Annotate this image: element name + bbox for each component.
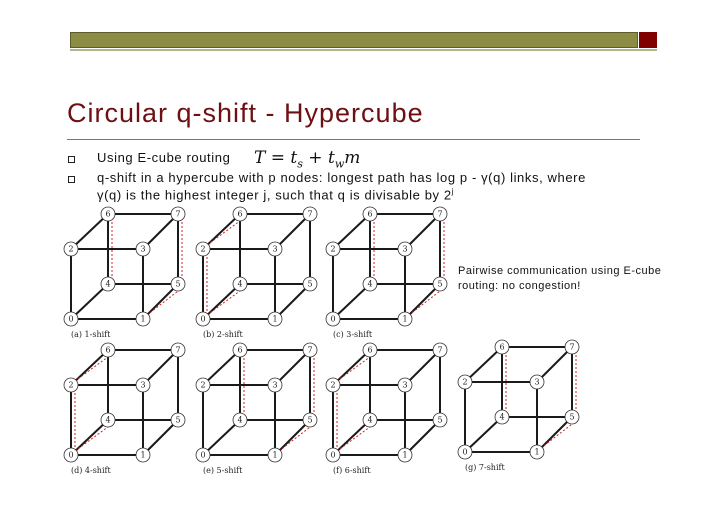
node-label: 1	[140, 314, 146, 324]
node-label: 2	[330, 244, 336, 254]
node-label: 7	[307, 209, 313, 219]
cube-edge	[465, 417, 502, 452]
node-label: 2	[68, 380, 74, 390]
cube-edge	[333, 214, 370, 249]
cube-edge	[537, 347, 572, 382]
node-label: 2	[68, 244, 74, 254]
node-label: 0	[462, 447, 468, 457]
cube-edge	[203, 420, 240, 455]
node-label: 3	[272, 380, 278, 390]
node-label: 6	[499, 342, 505, 352]
node-label: 3	[402, 244, 408, 254]
cube-edge	[405, 214, 440, 249]
node-label: 1	[402, 450, 408, 460]
node-label: 3	[140, 244, 146, 254]
node-label: 6	[237, 345, 243, 355]
bullet-e-cube: Using E-cube routing	[97, 150, 231, 165]
node-label: 1	[402, 314, 408, 324]
cube-panel-3	[326, 207, 447, 339]
node-label: 1	[272, 314, 278, 324]
cube-edge	[71, 214, 108, 249]
node-label: 0	[68, 314, 74, 324]
side-note: Pairwise communication using E-cube routing: no congestion!	[458, 265, 662, 292]
node-label: 5	[569, 412, 575, 422]
node-label: 5	[437, 279, 443, 289]
cube-panel-4	[64, 343, 185, 475]
node-label: 3	[272, 244, 278, 254]
panel-caption: (b) 2-shift	[203, 330, 243, 339]
cube-edge	[143, 350, 178, 385]
cube-edge	[275, 350, 310, 385]
panel-caption: (g) 7-shift	[465, 463, 505, 472]
node-label: 7	[175, 209, 181, 219]
bullet-gamma: γ(q) is the highest integer j, such that q is divisable by 2$^j$	[97, 187, 455, 203]
cube-edge	[275, 214, 310, 249]
cube-panel-6	[326, 343, 447, 475]
cube-edge	[143, 214, 178, 249]
node-label: 4	[367, 279, 373, 289]
node-label: 7	[569, 342, 575, 352]
cube-panel-7	[458, 340, 579, 472]
slide-title: Circular q-shift - Hypercube	[67, 98, 424, 128]
panel-caption: (a) 1-shift	[71, 330, 111, 339]
node-label: 2	[330, 380, 336, 390]
panel-caption: (c) 3-shift	[333, 330, 373, 339]
node-label: 1	[140, 450, 146, 460]
node-label: 4	[367, 415, 373, 425]
node-label: 5	[307, 279, 313, 289]
node-label: 3	[140, 380, 146, 390]
node-label: 7	[437, 209, 443, 219]
cube-edge	[405, 350, 440, 385]
node-label: 2	[462, 377, 468, 387]
node-label: 3	[402, 380, 408, 390]
node-label: 4	[237, 415, 243, 425]
node-label: 6	[105, 209, 111, 219]
node-label: 0	[330, 450, 336, 460]
node-label: 0	[200, 314, 206, 324]
node-label: 6	[237, 209, 243, 219]
cube-edge	[143, 420, 178, 455]
node-label: 6	[367, 345, 373, 355]
panel-caption: (e) 5-shift	[203, 466, 243, 475]
node-label: 4	[105, 415, 111, 425]
panel-caption: (f) 6-shift	[333, 466, 371, 475]
node-label: 1	[272, 450, 278, 460]
node-label: 5	[307, 415, 313, 425]
cube-edge	[405, 420, 440, 455]
node-label: 7	[437, 345, 443, 355]
node-label: 4	[237, 279, 243, 289]
cube-edge	[465, 347, 502, 382]
cube-panel-5	[196, 343, 317, 475]
node-label: 6	[105, 345, 111, 355]
cube-edge	[275, 284, 310, 319]
node-label: 4	[499, 412, 505, 422]
cube-edge	[333, 284, 370, 319]
node-label: 6	[367, 209, 373, 219]
node-label: 2	[200, 380, 206, 390]
cube-panel-1	[64, 207, 185, 339]
node-label: 7	[175, 345, 181, 355]
node-label: 1	[534, 447, 540, 457]
node-label: 5	[437, 415, 443, 425]
node-label: 3	[534, 377, 540, 387]
node-label: 5	[175, 415, 181, 425]
node-label: 5	[175, 279, 181, 289]
node-label: 0	[200, 450, 206, 460]
panel-caption: (d) 4-shift	[71, 466, 111, 475]
cube-panel-2	[196, 207, 317, 339]
node-label: 2	[200, 244, 206, 254]
node-label: 4	[105, 279, 111, 289]
bullet-qshift: q-shift in a hypercube with p nodes: longest path has log p - γ(q) links, where	[97, 170, 586, 185]
node-label: 0	[330, 314, 336, 324]
node-label: 0	[68, 450, 74, 460]
cube-edge	[203, 350, 240, 385]
routing-path	[207, 218, 244, 245]
node-label: 7	[307, 345, 313, 355]
cube-edge	[71, 284, 108, 319]
cost-formula: $T = t_s + t_wm$	[254, 148, 361, 171]
